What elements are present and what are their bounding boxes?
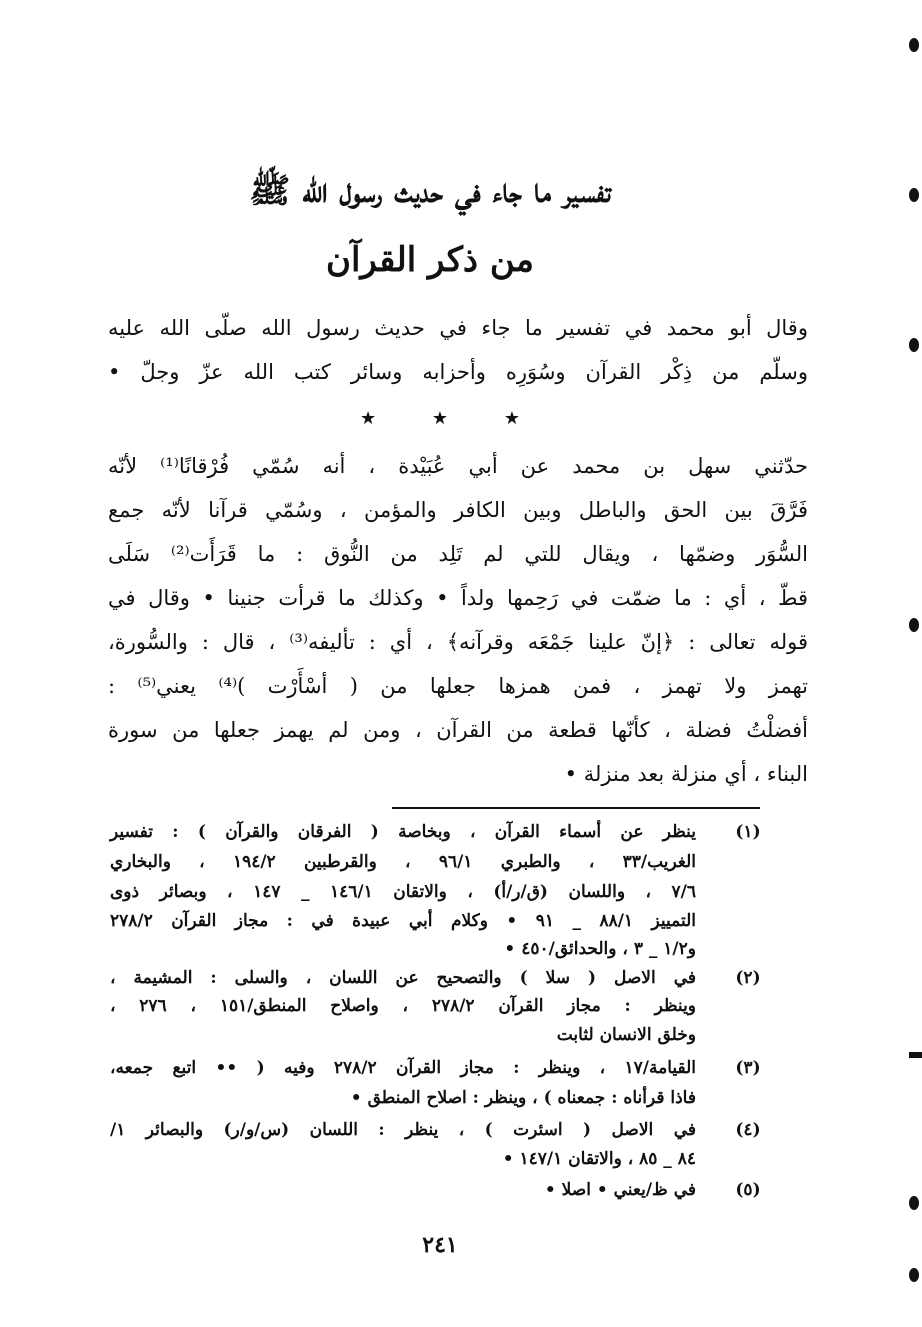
scan-edge-mark [909, 1196, 919, 1210]
paragraph-line-2: فَرَّقَ بين الحق والباطل وبين الكافر والمؤمن ، وسُمّي قرآنا لأنّه جمع [108, 498, 808, 522]
footnote-4-line-2: ٨٤ _ ٨٥ ، والاتقان ١٤٧/١ • [502, 1149, 696, 1169]
paragraph-line-7: أفضلْتُ فضلة ، كأنّها قطعة من القرآن ، ومن لم يهمز جعلها من سورة [108, 718, 808, 742]
separator-star: ★ [360, 408, 377, 429]
footnote-1-line-5: و١/٢ _ ٣ ، والحدائق/٤٥٠ • [504, 939, 696, 959]
paragraph-line-6: تهمز ولا تهمز ، فمن همزها جعلها من ( أسْأَرْت )⁽⁴⁾ يعني⁽⁵⁾ : [108, 674, 808, 698]
paragraph-line-4: قطّ ، أي : ما ضمّت في رَحِمها ولداً • وكذلك ما قرأت جنينا • وقال في [108, 586, 808, 610]
separator-star: ★ [503, 408, 520, 429]
paragraph-line-1: حدّثني سهل بن محمد عن أبي عُبَيْدة ، أنه سُمّي فُرْقانًا⁽¹⁾ لأنّه [108, 454, 808, 478]
page-number: ٢٤١ [422, 1232, 458, 1258]
footnote-2-line-2: وينظر : مجاز القرآن ٢٧٨/٢ ، واصلاح المنطق/١٥١ ، ٢٧٦ ، [110, 996, 697, 1016]
footnote-1-line-4: التمييز ٨٨/١ _ ٩١ • وكلام أبي عبيدة في : مجاز القرآن ٢٧٨/٢ [110, 911, 697, 931]
chapter-heading-line-1: تفسير ما جاء في حديث رسول الله ﷺ [249, 171, 611, 211]
paragraph-line-8: البناء ، أي منزلة بعد منزلة • [564, 762, 808, 786]
separator-star: ★ [431, 408, 449, 429]
footnote-1-line-3: ٧/٦ ، واللسان (ق/ر/أ) ، والاتقان ١٤٦/١ _ ١٤٧ ، وبصائر ذوى [110, 882, 697, 902]
paragraph-line-3: السُّوَر وضمّها ، ويقال للتي لم تَلِد من النُّوق : ما قَرَأَت⁽²⁾ سَلَى [108, 542, 809, 566]
scan-edge-mark [909, 38, 919, 52]
footnote-number-5: (٥) [735, 1180, 761, 1200]
footnote-number-3: (٣) [735, 1058, 761, 1078]
footnote-number-4: (٤) [735, 1120, 761, 1140]
scan-edge-mark [909, 1268, 919, 1282]
footnote-2-line-1: في الاصل ( سلا ) والتصحيح عن اللسان ، والسلى : المشيمة ، [110, 968, 696, 988]
footnote-3-line-1: القيامة/١٧ ، وينظر : مجاز القرآن ٢٧٨/٢ وفيه ( •• اتبع جمعه، [110, 1058, 697, 1078]
scan-edge-mark [909, 188, 919, 202]
footnote-1-line-1: ينظر عن أسماء القرآن ، وبخاصة ( الفرقان والقرآن ) : تفسير [110, 822, 696, 842]
chapter-heading-line-2: من ذكر القرآن [325, 240, 535, 280]
scan-edge-mark [909, 618, 919, 632]
paragraph-line-5: قوله تعالى : ﴿إنّ علينا جَمْعَه وقرآنه﴾ ، أي : تأليفه⁽³⁾ ، قال : والسُّورة، [108, 630, 808, 654]
footnote-number-2: (٢) [735, 968, 761, 988]
footnote-4-line-1: في الاصل ( اسئرت ) ، ينظر : اللسان (س/و/ر) والبصائر ١/ [110, 1120, 696, 1140]
intro-line-2: وسلّم من ذِكْر القرآن وسُوَرِه وأحزابه وسائر كتب الله عزّ وجلّ • [108, 360, 808, 384]
footnote-number-1: (١) [735, 822, 761, 842]
footnote-divider [392, 807, 760, 809]
footnote-3-line-2: فاذا قرأناه : جمعناه ) ، وينظر : اصلاح المنطق • [350, 1088, 696, 1108]
scan-edge-mark [909, 338, 919, 352]
footnote-5-line-1: في ظ/يعني • اصلا • [544, 1180, 696, 1200]
scan-edge-mark [909, 1052, 922, 1058]
footnote-2-line-3: وخلق الانسان لثابت [556, 1025, 696, 1045]
footnote-1-line-2: الغريب/٣٣ ، والطبري ٩٦/١ ، والقرطبين ١٩٤/٢ ، والبخاري [110, 852, 696, 872]
section-separator [360, 408, 520, 429]
intro-line-1: وقال أبو محمد في تفسير ما جاء في حديث رسول الله صلّى الله عليه [108, 316, 808, 340]
